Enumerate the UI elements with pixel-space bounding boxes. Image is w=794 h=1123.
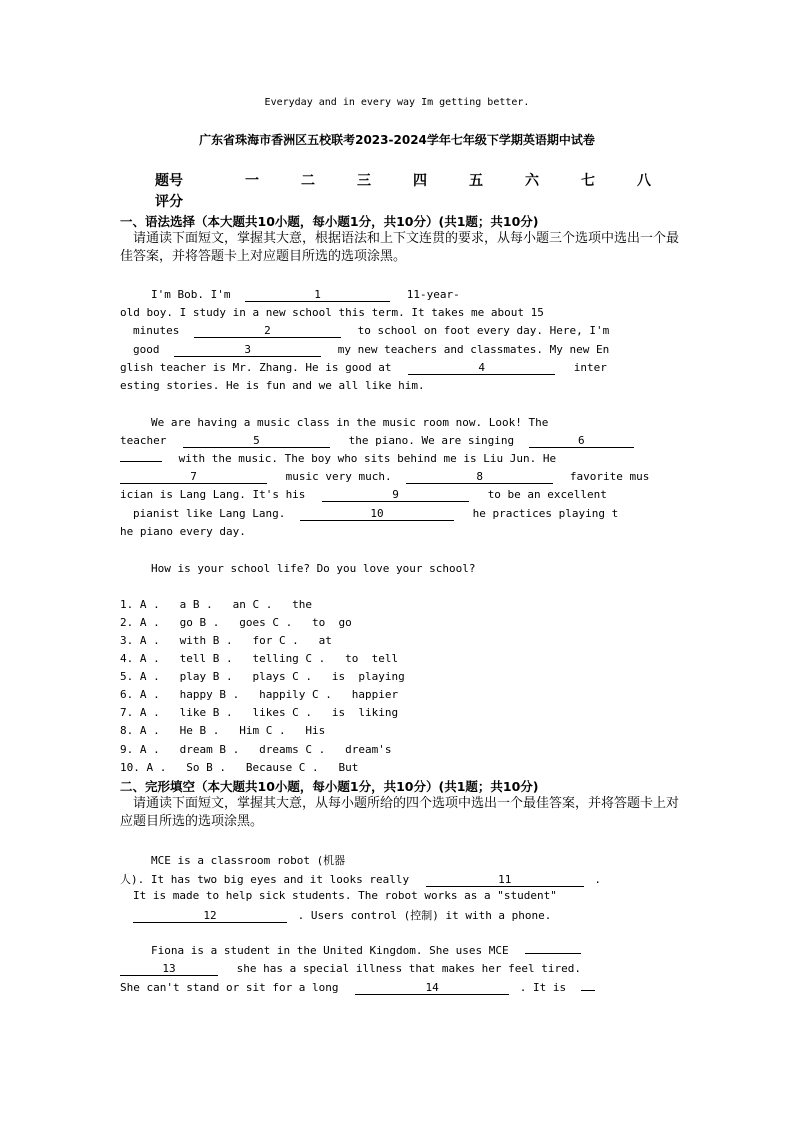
blank-6-continued bbox=[120, 461, 162, 462]
passage-line: ician is Lang Lang. It's his 9 to be an excellent bbox=[120, 488, 607, 501]
passage-line: minutes 2 to school on foot every day. Here, I'm bbox=[133, 324, 610, 337]
blank-3: 3 bbox=[174, 344, 321, 357]
option-row: 1. A . a B . an C . the bbox=[120, 598, 313, 611]
passage-line: pianist like Lang Lang. 10 he practices playing t bbox=[133, 507, 619, 520]
option-row: 5. A . play B . plays C . is playing bbox=[120, 670, 405, 683]
option-row: 10. A . So B . Because C . But bbox=[120, 761, 359, 774]
option-row: 7. A . like B . likes C . is liking bbox=[120, 706, 399, 719]
blank-4: 4 bbox=[408, 362, 555, 375]
section-1-instructions: 请通读下面短文，掌握其大意，根据语法和上下文连贯的要求，从每小题三个选项中选出一个最佳答案，并将答题卡上对应题目所选的选项涂黑。 bbox=[120, 231, 680, 264]
option-row: 9. A . dream B . dreams C . dream's bbox=[120, 743, 392, 756]
blank-14: 14 bbox=[355, 982, 509, 995]
passage-line: We are having a music class in the music room now. Look! The bbox=[151, 416, 549, 429]
blank-13-continued: 13 bbox=[120, 963, 218, 976]
score-col-1: 一 bbox=[245, 173, 259, 189]
passage-line: esting stories. He is fun and we all like him. bbox=[120, 379, 425, 392]
passage-line: 13 she has a special illness that makes her feel tired. bbox=[120, 962, 581, 976]
blank-1: 1 bbox=[245, 289, 390, 302]
passage-line: good 3 my new teachers and classmates. My new En bbox=[133, 343, 610, 356]
option-row: 2. A . go B . goes C . to go bbox=[120, 616, 352, 629]
passage-line: 人). It has two big eyes and it looks really 11 . bbox=[120, 873, 602, 886]
blank-13 bbox=[525, 953, 581, 954]
score-col-6: 六 bbox=[525, 173, 539, 189]
passage-line: MCE is a classroom robot (机器 bbox=[151, 854, 346, 867]
blank-2: 2 bbox=[194, 325, 341, 338]
section-2-instructions: 请通读下面短文，掌握其大意，从每小题所给的四个选项中选出一个最佳答案，并将答题卡上对应题目所选的选项涂黑。 bbox=[120, 796, 680, 829]
score-col-5: 五 bbox=[469, 173, 483, 189]
passage-line: How is your school life? Do you love your school? bbox=[151, 562, 476, 575]
score-col-8: 八 bbox=[637, 173, 651, 189]
passage-line: with the music. The boy who sits behind me is Liu Jun. He bbox=[120, 452, 556, 465]
blank-7: 7 bbox=[120, 471, 267, 484]
score-col-4: 四 bbox=[413, 173, 427, 189]
motto: Everyday and in every way Im getting better. bbox=[264, 97, 530, 108]
blank-9: 9 bbox=[322, 489, 469, 502]
exam-title: 广东省珠海市香洲区五校联考2023-2024学年七年级下学期英语期中试卷 bbox=[199, 133, 595, 147]
option-row: 3. A . with B . for C . at bbox=[120, 634, 332, 647]
passage-line: 7 music very much. 8 favorite mus bbox=[120, 470, 649, 484]
score-col-2: 二 bbox=[301, 173, 315, 189]
blank-8: 8 bbox=[406, 471, 553, 484]
passage-line: Fiona is a student in the United Kingdom. She uses MCE bbox=[151, 944, 581, 957]
blank-12: 12 bbox=[133, 910, 287, 923]
passage-line: It is made to help sick students. The robot works as a "student" bbox=[133, 889, 557, 902]
section-2-heading: 二、完形填空（本大题共10小题，每小题1分，共10分）(共1题；共10分) bbox=[120, 779, 539, 794]
passage-line: She can't stand or sit for a long 14 . It is bbox=[120, 981, 595, 995]
passage-line: old boy. I study in a new school this term. It takes me about 15 bbox=[120, 306, 544, 319]
passage-line: teacher 5 the piano. We are singing 6 bbox=[120, 434, 634, 448]
passage-line: he piano every day. bbox=[120, 525, 246, 538]
blank-6: 6 bbox=[529, 435, 634, 448]
blank-5: 5 bbox=[183, 435, 330, 448]
score-row-label-2: 评分 bbox=[155, 194, 183, 210]
blank-15-start bbox=[581, 990, 595, 991]
score-col-7: 七 bbox=[581, 173, 595, 189]
passage-line: I'm Bob. I'm 1 11-year- bbox=[151, 288, 460, 301]
option-row: 4. A . tell B . telling C . to tell bbox=[120, 652, 399, 665]
passage-line: glish teacher is Mr. Zhang. He is good at 4 inter bbox=[120, 361, 607, 374]
blank-11: 11 bbox=[426, 874, 584, 887]
score-row-label: 题号 bbox=[155, 173, 183, 189]
blank-10: 10 bbox=[300, 508, 454, 521]
section-1-heading: 一、语法选择（本大题共10小题，每小题1分，共10分）(共1题；共10分) bbox=[120, 214, 539, 229]
option-row: 6. A . happy B . happily C . happier bbox=[120, 688, 399, 701]
option-row: 8. A . He B . Him C . His bbox=[120, 724, 326, 737]
passage-line: 12 . Users control (控制) it with a phone. bbox=[133, 907, 551, 923]
score-col-3: 三 bbox=[357, 173, 371, 189]
